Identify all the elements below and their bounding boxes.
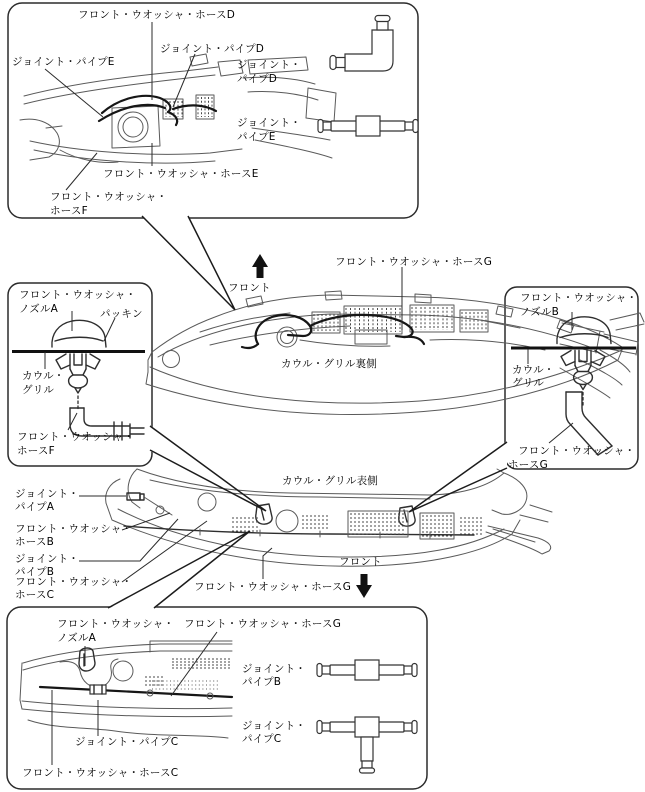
label-nozzle-b-line2: ノズルB: [520, 306, 560, 318]
legend-joint-e-line2: パイプE: [237, 131, 276, 143]
legend-joint-b-line1: ジョイント・: [242, 663, 306, 675]
label-hose-d: フロント・ウオッシャ・ホースD: [78, 9, 236, 21]
label-packing: パッキン: [100, 308, 143, 320]
label-hose-c2: フロント・ウオッシャ・ホースC: [22, 767, 179, 779]
front-down-arrow-icon: [356, 574, 372, 598]
label-hose-f-line2: ホースF: [50, 205, 88, 217]
label-nozzle-a2-line1: フロント・ウオッシャ・: [57, 618, 175, 630]
label-cowl-back: カウル・グリル裏側: [281, 358, 377, 370]
label-joint-b-line1: ジョイント・: [15, 553, 79, 565]
label-hose-g3: フロント・ウオッシャ・ホースG: [184, 618, 342, 630]
legend-joint-d-line1: ジョイント・: [237, 59, 301, 71]
label-cowl-left-line2: グリル: [22, 384, 55, 396]
legend-joint-d-line2: パイプD: [237, 73, 278, 85]
label-hose-f2-line1: フロント・ウオッシャ・: [17, 431, 135, 443]
label-nozzle-b-line1: フロント・ウオッシャ・: [520, 292, 638, 304]
label-joint-a-line2: パイプA: [15, 501, 55, 513]
legend-joint-e-line1: ジョイント・: [237, 117, 301, 129]
label-joint-a-line1: ジョイント・: [15, 488, 79, 500]
label-hose-c-line2: ホースC: [15, 589, 55, 601]
label-joint-pipe-e: ジョイント・パイプE: [12, 56, 115, 68]
label-hose-g-bottom: フロント・ウオッシャ・ホースG: [194, 581, 352, 593]
label-joint-pipe-d: ジョイント・パイプD: [160, 43, 265, 55]
label-cowl-right-line1: カウル・: [512, 364, 555, 376]
label-front-up: フロント: [228, 282, 271, 294]
label-hose-g2-line2: ホースG: [508, 459, 548, 471]
label-hose-c-line1: フロント・ウオッシャ・: [15, 576, 133, 588]
label-nozzle-a-line1: フロント・ウオッシャ・: [19, 289, 137, 301]
label-cowl-right-line2: グリル: [512, 377, 545, 389]
label-nozzle-a2-line2: ノズルA: [57, 632, 97, 644]
legend-joint-b-line2: パイプB: [242, 676, 282, 688]
label-hose-e: フロント・ウオッシャ・ホースE: [103, 168, 259, 180]
label-front-down: フロント: [339, 556, 382, 568]
legend-joint-c-line1: ジョイント・: [242, 720, 306, 732]
label-cowl-front: カウル・グリル表側: [282, 475, 378, 487]
label-nozzle-a-line2: ノズルA: [19, 303, 59, 315]
front-up-arrow-icon: [252, 254, 268, 278]
label-hose-f2-line2: ホースF: [17, 445, 55, 457]
label-hose-f-line1: フロント・ウオッシャ・: [50, 191, 168, 203]
label-hose-b-line1: フロント・ウオッシャ・: [15, 523, 133, 535]
legend-joint-c-line2: パイプC: [242, 733, 282, 745]
label-joint-pipe-c: ジョイント・パイプC: [75, 736, 179, 748]
label-hose-b-line2: ホースB: [15, 536, 54, 548]
label-hose-g2-line1: フロント・ウオッシャ・: [518, 445, 636, 457]
label-hose-g-top: フロント・ウオッシャ・ホースG: [335, 256, 493, 268]
label-cowl-left-line1: カウル・: [22, 370, 65, 382]
label-joint-b-line2: パイプB: [15, 566, 55, 578]
